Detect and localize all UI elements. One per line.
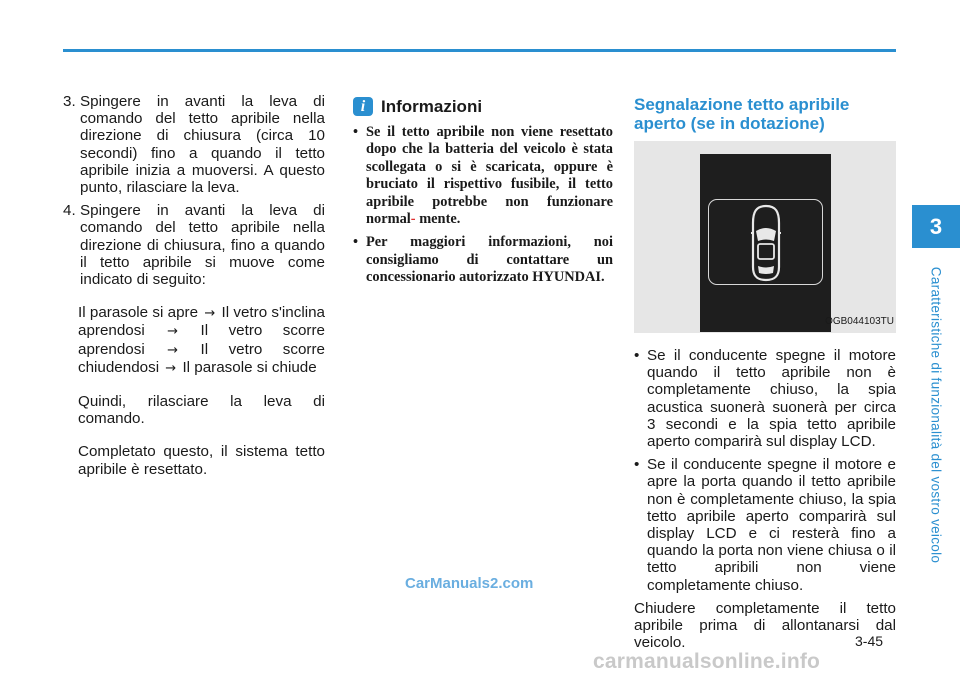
info-title: Informazioni [381, 96, 483, 116]
top-rule [63, 49, 896, 52]
car-top-view-icon [750, 203, 782, 283]
arrow-icon: → [204, 306, 216, 322]
chapter-tab: 3 [912, 205, 960, 248]
info-bullet-1-end: mente. [419, 211, 461, 228]
info-icon: i [353, 97, 373, 116]
step-3 [63, 93, 325, 196]
arrow-icon: → [167, 324, 179, 340]
reset-text: Completato questo, il sistema tetto apribile è resettato. [78, 443, 325, 478]
info-bullet-2 [353, 234, 613, 286]
lcd-display [700, 154, 831, 332]
seq-glass-tilts: Il vetro s'inclina aprendosi [78, 304, 325, 340]
seq-glass-slides-closed: Il vetro scorre chiudendosi [78, 340, 325, 376]
bullet-icon: • [634, 347, 640, 364]
info-bullet-1-text [366, 124, 613, 228]
seq-glass-slides-open: Il vetro scorre aprendosi [78, 322, 325, 358]
info-bullet-1-hyphen: - [410, 211, 416, 228]
step-3-number: 3. [63, 93, 76, 110]
page-number: 3-45 [855, 633, 884, 649]
column-left [63, 93, 325, 478]
bullet-icon: • [353, 124, 359, 140]
step-4 [63, 202, 325, 288]
arrow-icon: → [165, 360, 177, 376]
sunroof-warning-figure [634, 141, 896, 333]
seq-sunshade-closes: Il parasole si chiude [182, 358, 317, 376]
closing-text: Chiudere completamente il tetto apribile prima di allontanarsi dal veicolo. [634, 599, 896, 652]
warning-bullet-2-text: Se il conducente spegne il motore e apre la porta quando il tetto apribile non è completamente chiuso, la spia tetto apribile aperto comparirà sul display LCD e ci resterà fino a quando la porta non viene chiusa o il tetto apribili non viene completamente chiuso. [647, 456, 896, 594]
warning-bullet-1-text: Se il conducente spegne il motore quando il tetto apribile non è completamente chiuso, la spia acustica suonerà suonerà per circa 3 secondi e la spia tetto apribile aperto comparirà sul display LCD. [647, 347, 896, 451]
column-right [634, 95, 896, 667]
info-header [353, 97, 613, 116]
section-title: Segnalazione tetto apribile aperto (se in dotazione) [634, 95, 850, 133]
sequence-text [63, 304, 325, 377]
info-bullet-2-text: Per maggiori informazioni, noi consigliamo di contattare un concessionario autorizzato HYUNDAI. [366, 234, 613, 286]
watermark-carmanuals: CarManuals2.com [405, 575, 534, 592]
arrow-icon: → [167, 342, 179, 358]
seq-sunshade-opens: Il parasole si apre [78, 304, 199, 322]
step-4-number: 4. [63, 202, 76, 220]
info-bullet-1 [353, 124, 613, 228]
bullet-icon: • [353, 234, 359, 251]
bullet-icon: • [634, 456, 640, 474]
watermark-online: carmanualsonline.info [593, 650, 821, 673]
column-middle [353, 97, 613, 293]
warning-bullet-2 [634, 456, 896, 594]
warning-bullet-1 [634, 347, 896, 450]
chapter-label: Caratteristiche di funzionalità del vostro veicolo [928, 266, 944, 564]
figure-code: OGB044103TU [825, 315, 894, 327]
step-3-text: Spingere in avanti la leva di comando del tetto apribile nella direzione di chiusura (circa 10 secondi) fino a quando il tetto apribile inizia a muoversi. A questo punto, rilasciare la leva. [80, 93, 325, 197]
step-4-text: Spingere in avanti la leva di comando del tetto apribile nella direzione di chiusura, fino a quando il tetto apribile si muove come indicato di seguito: [80, 202, 325, 289]
release-text: Quindi, rilasciare la leva di comando. [78, 393, 325, 428]
info-bullet-1-main: Se il tetto apribile non viene resettato dopo che la batteria del veicolo è stata scollegata o si è scaricata, oppure è bruciato il rispettivo fusibile, il tetto apribile potrebbe non funzionare normal [366, 124, 613, 228]
